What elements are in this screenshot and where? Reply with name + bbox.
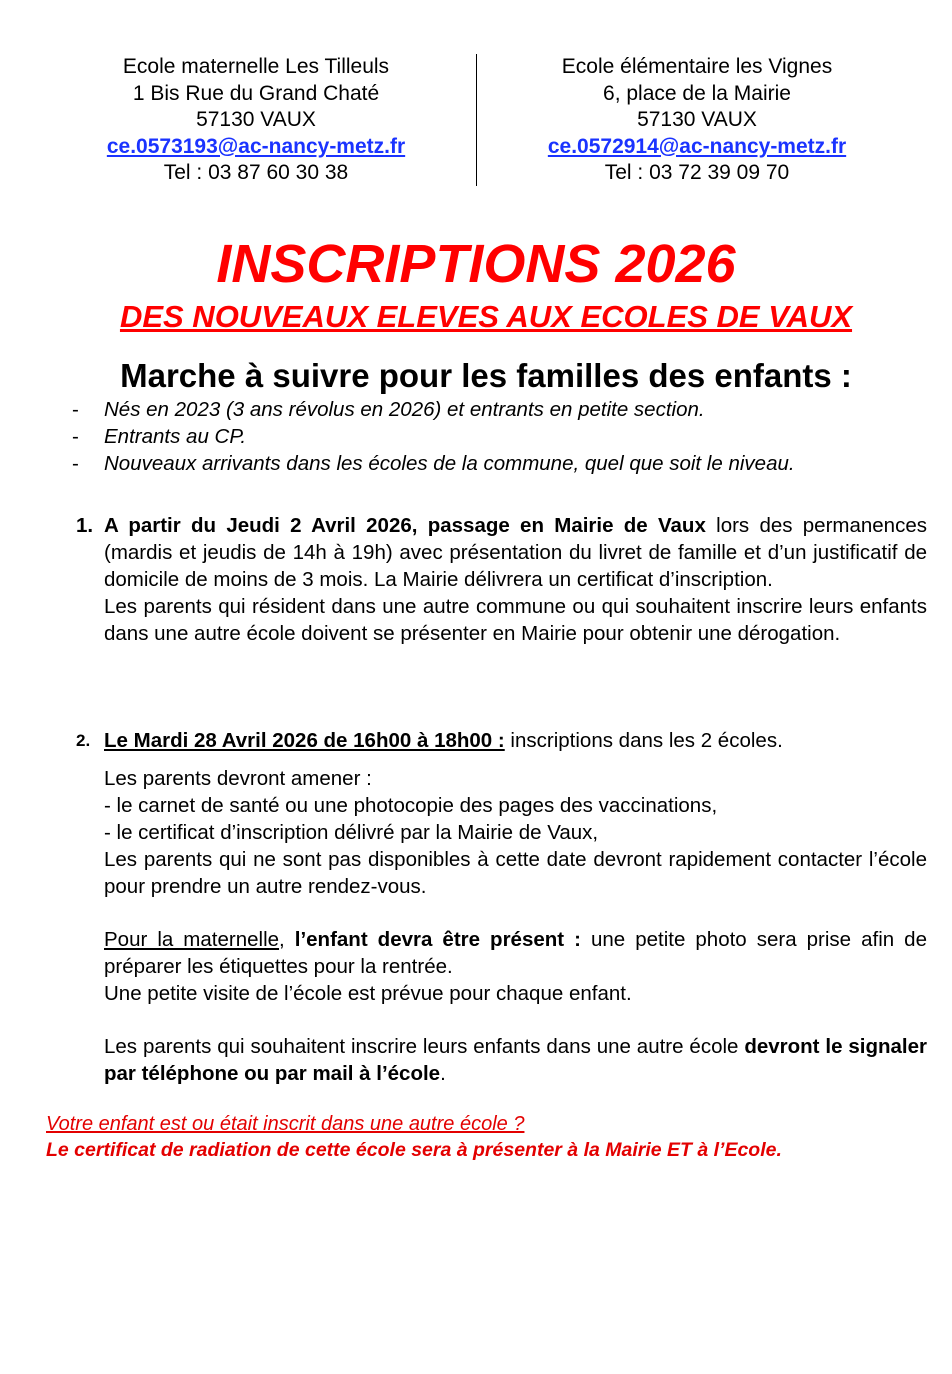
bring-item: - le certificat d’inscription délivré par la Mairie de Vaux, xyxy=(104,821,599,844)
school-street: 6, place de la Mairie xyxy=(603,81,791,105)
maternelle-note xyxy=(104,926,927,1007)
list-item xyxy=(72,423,932,450)
school-phone: Tel : 03 87 60 30 38 xyxy=(163,161,349,184)
step-2-header xyxy=(104,727,927,754)
maternelle-label: Pour la maternelle xyxy=(104,928,280,951)
school-city: 57130 VAUX xyxy=(637,108,757,131)
dash: - xyxy=(72,398,79,421)
list-item-text: Nés en 2023 (3 ans révolus en 2026) et entrants en petite section. xyxy=(104,398,705,421)
page-title: INSCRIPTIONS 2026 xyxy=(216,234,736,294)
step-2-text: inscriptions dans les 2 écoles. xyxy=(504,729,783,752)
step-2-number: 2. xyxy=(76,731,91,750)
unavailable-note: Les parents qui ne sont pas disponibles à cette date devront rapidement contacter l’école pour prendre un autre rendez-vous. xyxy=(104,848,927,898)
school-name: Ecole maternelle Les Tilleuls xyxy=(122,55,390,78)
visit-note: Une petite visite de l’école est prévue pour chaque enfant. xyxy=(104,982,632,1005)
maternelle-presence: l’enfant devra être présent : xyxy=(294,928,581,951)
bring-item: - le carnet de santé ou une photocopie des pages des vaccinations, xyxy=(104,794,718,817)
list-item xyxy=(72,396,932,423)
step-2-bring xyxy=(104,765,927,900)
period: . xyxy=(440,1062,446,1085)
school-email-link[interactable]: ce.0572914@ac-nancy-metz.fr xyxy=(547,134,847,158)
school-city: 57130 VAUX xyxy=(196,108,316,131)
eligibility-list xyxy=(72,396,932,477)
dash: - xyxy=(72,452,79,475)
list-item-text: Entrants au CP. xyxy=(104,425,247,448)
step-1-text: lors des permanences (mardis et jeudis de 14h à 19h) avec présentation du livret de famille et d’un justificatif de domicile de moins de 3 mois. La Mairie délivrera un certificat d’inscription. xyxy=(104,514,927,591)
school-street: 1 Bis Rue du Grand Chaté xyxy=(132,81,380,105)
comma: , xyxy=(279,928,295,951)
school-email-link[interactable]: ce.0573193@ac-nancy-metz.fr xyxy=(106,134,406,158)
step-1-text-2: Les parents qui résident dans une autre commune ou qui souhaitent inscrire leurs enfants dans une autre école doivent se présenter en Mairie pour obtenir une dérogation. xyxy=(104,595,927,645)
school-header-elementaire xyxy=(507,54,887,187)
school-header-maternelle xyxy=(66,54,446,187)
maternelle-text: une petite photo sera prise afin de préparer les étiquettes pour la rentrée. xyxy=(104,928,927,978)
section-heading: Marche à suivre pour les familles des enfants : xyxy=(120,357,852,394)
other-school-bold: devront le signaler par téléphone ou par mail à l’école xyxy=(104,1035,927,1085)
bring-intro: Les parents devront amener : xyxy=(104,767,372,790)
school-phone: Tel : 03 72 39 09 70 xyxy=(604,161,790,184)
list-item-text: Nouveaux arrivants dans les écoles de la commune, quel que soit le niveau. xyxy=(104,452,795,475)
other-school-text: Les parents qui souhaitent inscrire leurs enfants dans une autre école xyxy=(104,1035,745,1058)
step-1-number: 1. xyxy=(76,514,94,537)
school-name: Ecole élémentaire les Vignes xyxy=(561,55,833,78)
step-1-block xyxy=(104,512,927,647)
footer-question: Votre enfant est ou était inscrit dans une autre école ? xyxy=(46,1113,525,1135)
list-item xyxy=(72,450,932,477)
header-divider xyxy=(476,54,477,186)
step-2-date: Le Mardi 28 Avril 2026 de 16h00 à 18h00 : xyxy=(104,729,505,752)
dash: - xyxy=(72,425,79,448)
step-1-intro: A partir du Jeudi 2 Avril 2026, passage en Mairie de Vaux xyxy=(104,514,706,537)
footer-note: Le certificat de radiation de cette école sera à présenter à la Mairie ET à l’Ecole. xyxy=(46,1139,782,1161)
other-school-note xyxy=(104,1033,927,1087)
page-subtitle: DES NOUVEAUX ELEVES AUX ECOLES DE VAUX xyxy=(119,299,853,334)
